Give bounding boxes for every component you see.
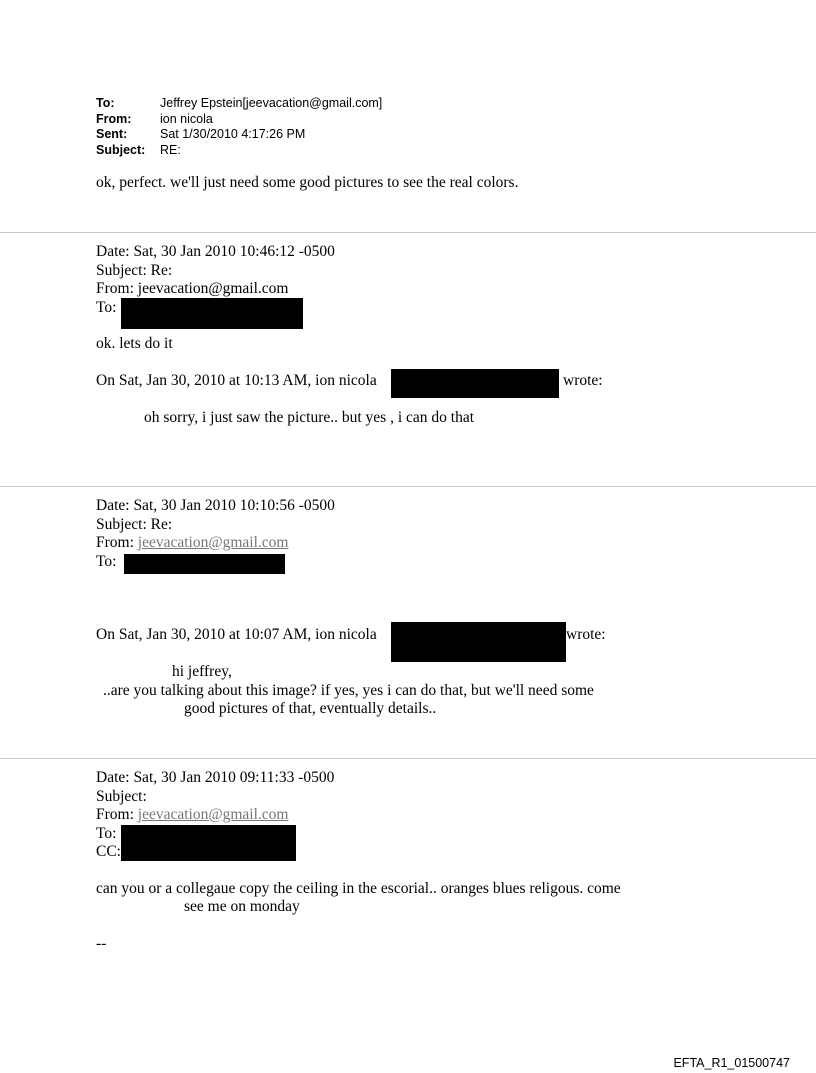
header-sent-value: Sat 1/30/2010 4:17:26 PM	[160, 127, 306, 141]
message-1-from-label: From:	[96, 280, 138, 297]
header-subject-label: Subject:	[96, 142, 146, 157]
message-2-quote-intro: On Sat, Jan 30, 2010 at 10:07 AM, ion nicola	[96, 626, 377, 643]
message-1-quoted-text: oh sorry, i just saw the picture.. but yes , i can do that	[144, 409, 475, 426]
message-2-from-label: From:	[96, 534, 138, 551]
header-from-row	[96, 112, 382, 128]
header-to-label: To:	[96, 96, 115, 110]
message-2-date: Date: Sat, 30 Jan 2010 10:10:56 -0500	[96, 497, 335, 514]
header-to-row	[96, 96, 382, 112]
header-to-value: Jeffrey Epstein[jeevacation@gmail.com]	[160, 96, 383, 110]
message-2-subject: Subject: Re:	[96, 516, 173, 533]
message-2-quoted-line-2: ..are you talking about this image? if yes, yes i can do that, but we'll need some	[103, 682, 594, 699]
message-3-from-email-link[interactable]: jeevacation@gmail.com	[137, 806, 289, 823]
message-3-from	[96, 806, 288, 824]
message-1-date: Date: Sat, 30 Jan 2010 10:46:12 -0500	[96, 243, 335, 260]
message-3-date: Date: Sat, 30 Jan 2010 09:11:33 -0500	[96, 769, 335, 786]
divider	[0, 486, 816, 487]
message-1-quote-wrote: wrote:	[563, 372, 603, 389]
header-from-value: ion nicola	[160, 111, 213, 126]
message-2-quoted-line-3: good pictures of that, eventually details..	[184, 700, 437, 717]
email-header	[96, 96, 382, 158]
message-1-subject: Subject: Re:	[96, 262, 173, 279]
header-subject-row	[96, 143, 382, 159]
redaction-box	[121, 298, 303, 329]
divider	[0, 232, 816, 233]
message-3-body-line-1: can you or a collegaue copy the ceiling in the escorial.. oranges blues religous. come	[96, 880, 621, 897]
message-3-to-label: To:	[96, 825, 117, 842]
message-3-from-label: From:	[96, 806, 138, 823]
message-2-from-email-link[interactable]: jeevacation@gmail.com	[137, 534, 289, 551]
message-2-to-label: To:	[96, 553, 117, 570]
message-3-body-line-2: see me on monday	[184, 898, 300, 915]
message-2-quote-wrote: wrote:	[566, 626, 606, 643]
divider	[0, 758, 816, 759]
header-from-label: From:	[96, 111, 132, 126]
header-sent-label: Sent:	[96, 127, 128, 141]
message-1-from-email: jeevacation@gmail.com	[137, 280, 289, 297]
message-3-signature: --	[96, 935, 107, 952]
message-1-to-label: To:	[96, 299, 117, 316]
message-2-from	[96, 534, 288, 552]
body-text: ok, perfect. we'll just need some good pictures to see the real colors.	[96, 174, 519, 191]
message-3-subject: Subject:	[96, 788, 147, 805]
document-id: EFTA_R1_01500747	[673, 1056, 790, 1070]
message-1-quote-intro: On Sat, Jan 30, 2010 at 10:13 AM, ion nicola	[96, 372, 377, 389]
redaction-box	[124, 554, 285, 574]
redaction-box	[391, 369, 559, 398]
message-3-cc-label: CC:	[96, 843, 121, 860]
message-1-from	[96, 280, 288, 298]
message-2-quoted-line-1: hi jeffrey,	[172, 663, 232, 680]
header-subject-value: RE:	[160, 142, 181, 157]
header-sent-row	[96, 127, 382, 143]
message-1-reply: ok. lets do it	[96, 335, 173, 352]
redaction-box	[121, 825, 296, 861]
redaction-box	[391, 622, 566, 662]
